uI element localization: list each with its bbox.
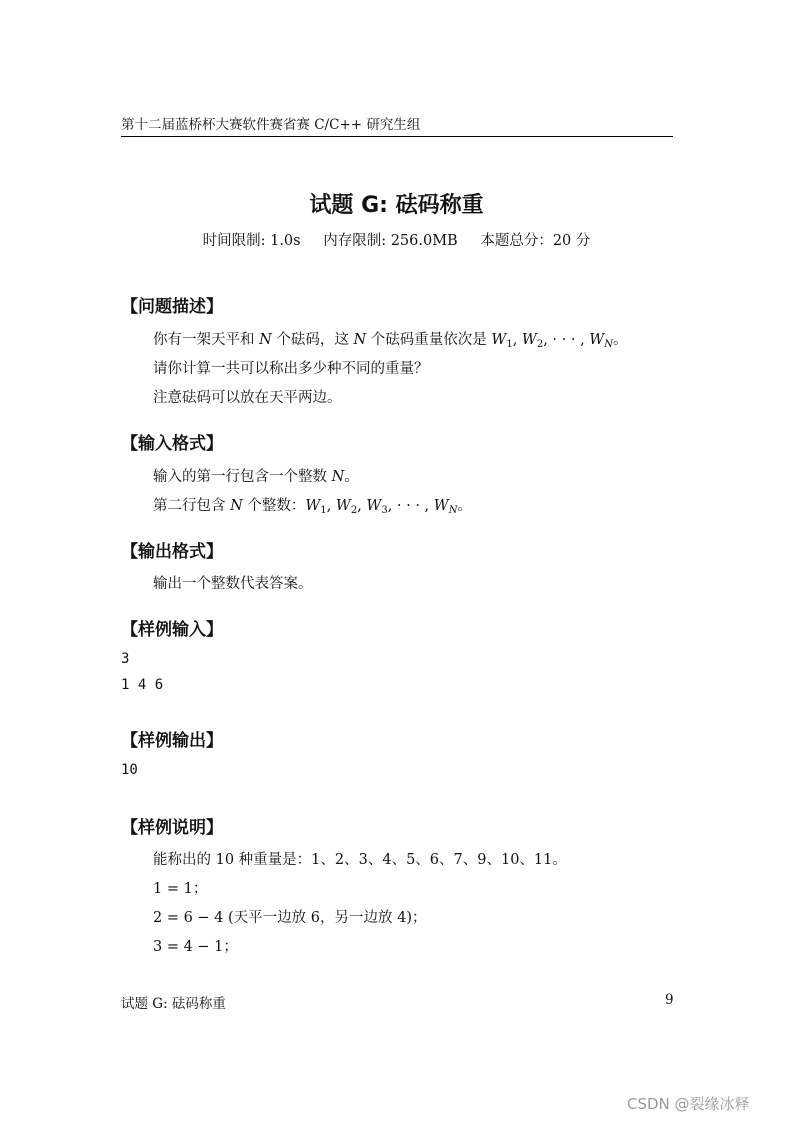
sample-input-line-1: 3 [121, 651, 130, 667]
explanation-line-2: 1 = 1； [153, 881, 208, 897]
section-heading-input-format: 【输入格式】 [121, 434, 223, 454]
memory-limit: 内存限制: 256.0MB [323, 233, 458, 249]
footer-title: 试题 G: 砝码称重 [121, 996, 226, 1012]
total-score: 本题总分：20 分 [480, 233, 591, 249]
watermark: CSDN @裂缘冰释 [627, 1095, 750, 1113]
problem-title: 试题 G: 砝码称重 [309, 193, 484, 218]
page-header: 第十二届蓝桥杯大赛软件赛省赛 C/C++ 研究生组 [121, 113, 673, 137]
time-limit: 时间限制: 1.0s [202, 233, 301, 249]
section-heading-description: 【问题描述】 [121, 297, 223, 317]
explanation-line-3: 2 = 6 − 4 (天平一边放 6，另一边放 4)； [153, 910, 427, 926]
section-heading-sample-output: 【样例输出】 [121, 731, 223, 751]
section-heading-sample-input: 【样例输入】 [121, 620, 223, 640]
description-line-1: 你有一架天平和 N 个砝码，这 N 个砝码重量依次是 $W_1$, $W_2$, · · · , $W_N$。 [153, 332, 628, 350]
explanation-line-4: 3 = 4 − 1； [153, 939, 238, 955]
description-line-2: 请你计算一共可以称出多少种不同的重量？ [153, 361, 429, 377]
input-format-line-1: 输入的第一行包含一个整数 N。 [153, 469, 359, 485]
limits-line [0, 229, 793, 250]
sample-output-line-1: 10 [121, 762, 138, 778]
output-format-line-1: 输出一个整数代表答案。 [153, 576, 313, 592]
explanation-line-1: 能称出的 10 种重量是：1、2、3、4、5、6、7、9、10、11。 [153, 852, 567, 868]
section-heading-output-format: 【输出格式】 [121, 542, 223, 562]
description-line-3: 注意砝码可以放在天平两边。 [153, 390, 342, 406]
page-number: 9 [665, 992, 674, 1008]
section-heading-sample-explanation: 【样例说明】 [121, 818, 223, 838]
input-format-line-2: 第二行包含 N 个整数：$W_1$, $W_2$, $W_3$, · · · , $W_N$。 [153, 498, 472, 516]
sample-input-line-2: 1 4 6 [121, 677, 164, 693]
